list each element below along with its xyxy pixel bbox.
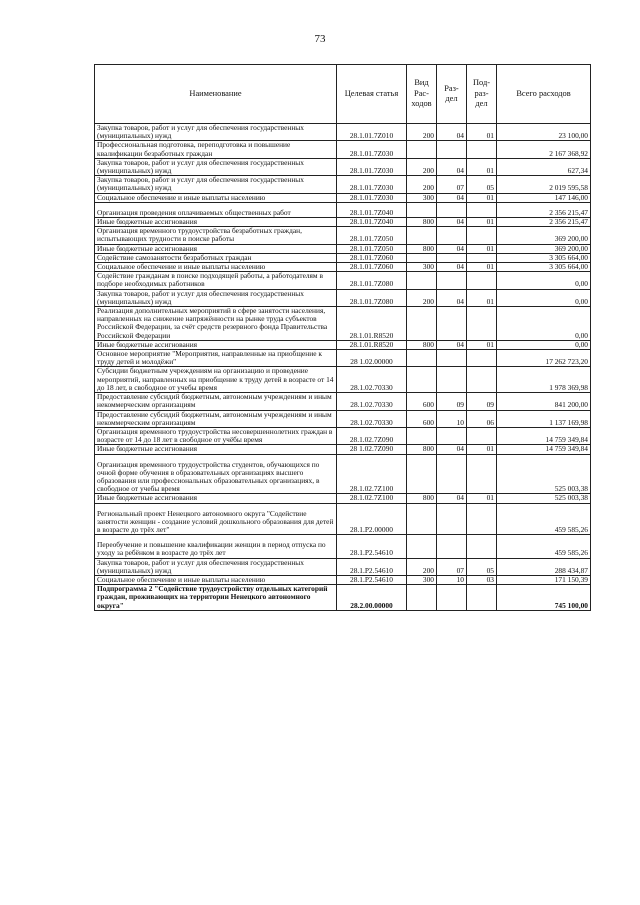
row-expense-type: 300 — [407, 193, 437, 202]
row-subsection: 05 — [467, 558, 497, 575]
row-section — [437, 503, 467, 535]
row-expense-type — [407, 307, 437, 341]
row-total-expenses: 288 434,87 — [497, 558, 591, 575]
table-row — [95, 141, 591, 158]
row-subsection: 01 — [467, 263, 497, 272]
table-row — [95, 494, 591, 503]
row-section — [437, 350, 467, 367]
row-name: Социальное обеспечение и иные выплаты населению — [95, 263, 337, 272]
table-row — [95, 454, 591, 494]
row-total-expenses: 14 759 349,84 — [497, 445, 591, 454]
row-target-article: 28.1.01.7Z040 — [337, 218, 407, 227]
header-total-expenses: Всего расходов — [497, 65, 591, 124]
row-subsection: 01 — [467, 494, 497, 503]
row-section: 04 — [437, 158, 467, 175]
row-subsection — [467, 535, 497, 558]
row-name: Предоставление субсидий бюджетным, автономным учреждениям и иным некоммерческим организациям — [95, 393, 337, 410]
table-row — [95, 244, 591, 253]
table-row — [95, 350, 591, 367]
row-section: 07 — [437, 176, 467, 193]
row-expense-type — [407, 350, 437, 367]
table-row — [95, 575, 591, 584]
row-total-expenses: 2 167 368,92 — [497, 141, 591, 158]
table-row — [95, 393, 591, 410]
table-row — [95, 218, 591, 227]
row-expense-type — [407, 141, 437, 158]
table-row — [95, 585, 591, 611]
row-name: Организация временного трудоустройства несовершеннолетних граждан в возрасте от 14 до 18 лет в свободное от учёбы время — [95, 427, 337, 444]
header-name: Наименование — [95, 65, 337, 124]
row-name: Социальное обеспечение и иные выплаты населению — [95, 575, 337, 584]
row-subsection — [467, 454, 497, 494]
row-target-article: 28.1.01.7Z030 — [337, 176, 407, 193]
row-expense-type: 800 — [407, 340, 437, 349]
row-section — [437, 585, 467, 611]
row-subsection — [467, 503, 497, 535]
row-total-expenses: 459 585,26 — [497, 503, 591, 535]
table-row — [95, 558, 591, 575]
row-name: Реализация дополнительных мероприятий в сфере занятости населения, направленных на снижение напряжённости на рынке труда субъектов Российской Федерации, за счёт средств резервного фонда Правительства Российской Федерации — [95, 307, 337, 341]
row-name: Организация проведения оплачиваемых общественных работ — [95, 202, 337, 217]
table-row — [95, 193, 591, 202]
row-expense-type — [407, 227, 437, 244]
row-subsection — [467, 253, 497, 262]
row-subsection: 03 — [467, 575, 497, 584]
row-target-article: 28.1.P2.00000 — [337, 503, 407, 535]
row-target-article: 28.1.02.70330 — [337, 367, 407, 393]
table-row — [95, 307, 591, 341]
row-expense-type: 300 — [407, 263, 437, 272]
page-number: 73 — [314, 33, 326, 45]
table-row — [95, 445, 591, 454]
row-name: Субсидии бюджетным учреждениям на организацию и проведение мероприятий, направленных на приобщение к труду детей в возрасте от 14 до 18 лет, в свободное от учебы время — [95, 367, 337, 393]
row-expense-type — [407, 202, 437, 217]
row-section — [437, 307, 467, 341]
row-section: 04 — [437, 218, 467, 227]
table-row — [95, 253, 591, 262]
row-subsection: 01 — [467, 124, 497, 141]
row-total-expenses: 0,00 — [497, 272, 591, 289]
row-section: 04 — [437, 193, 467, 202]
row-total-expenses: 841 200,00 — [497, 393, 591, 410]
row-target-article: 28.1.01.7Z030 — [337, 141, 407, 158]
row-section — [437, 227, 467, 244]
row-section — [437, 535, 467, 558]
row-section: 09 — [437, 393, 467, 410]
row-target-article: 28.1.01.7Z050 — [337, 227, 407, 244]
row-target-article: 28.1.01.7Z030 — [337, 158, 407, 175]
row-target-article: 28.1.02.7Z100 — [337, 454, 407, 494]
row-name: Иные бюджетные ассигнования — [95, 218, 337, 227]
row-section: 07 — [437, 558, 467, 575]
row-total-expenses: 3 305 664,00 — [497, 253, 591, 262]
header-subsection: Под- раз- дел — [467, 65, 497, 124]
row-expense-type — [407, 454, 437, 494]
row-total-expenses: 2 019 595,58 — [497, 176, 591, 193]
table-body — [95, 124, 591, 611]
row-total-expenses: 147 146,00 — [497, 193, 591, 202]
row-total-expenses: 525 003,38 — [497, 494, 591, 503]
row-section: 10 — [437, 410, 467, 427]
row-total-expenses: 1 137 169,98 — [497, 410, 591, 427]
table-row — [95, 535, 591, 558]
row-total-expenses: 0,00 — [497, 307, 591, 341]
row-expense-type: 200 — [407, 176, 437, 193]
row-section: 10 — [437, 575, 467, 584]
row-expense-type: 600 — [407, 410, 437, 427]
row-section: 04 — [437, 445, 467, 454]
row-name: Закупка товаров, работ и услуг для обеспечения государственных (муниципальных) нужд — [95, 176, 337, 193]
table-row — [95, 202, 591, 217]
row-target-article: 28.1.01.7Z010 — [337, 124, 407, 141]
row-expense-type — [407, 585, 437, 611]
row-target-article: 28.1.01.7Z040 — [337, 202, 407, 217]
table-row — [95, 340, 591, 349]
row-section: 04 — [437, 494, 467, 503]
row-subsection: 01 — [467, 218, 497, 227]
row-target-article: 28.1.01.7Z080 — [337, 272, 407, 289]
row-target-article: 28.1.01.R8520 — [337, 307, 407, 341]
row-target-article: 28.1.P2.54610 — [337, 558, 407, 575]
row-target-article: 28.1.02.7Z090 — [337, 427, 407, 444]
table-row — [95, 503, 591, 535]
row-name: Региональный проект Ненецкого автономного округа "Содействие занятости женщин - создание условий дошкольного образования для детей в возрасте до трёх лет" — [95, 503, 337, 535]
row-target-article: 28.1.01.7Z080 — [337, 289, 407, 306]
row-name: Иные бюджетные ассигнования — [95, 244, 337, 253]
budget-table — [94, 64, 591, 611]
row-name: Содействие самозанятости безработных граждан — [95, 253, 337, 262]
row-expense-type — [407, 427, 437, 444]
row-total-expenses: 2 356 215,47 — [497, 202, 591, 217]
row-expense-type: 800 — [407, 494, 437, 503]
row-subsection — [467, 141, 497, 158]
row-expense-type: 800 — [407, 244, 437, 253]
row-subsection: 01 — [467, 158, 497, 175]
row-target-article: 28.1.01.7Z030 — [337, 193, 407, 202]
row-subsection — [467, 350, 497, 367]
row-total-expenses: 17 262 723,20 — [497, 350, 591, 367]
header-expense-type: Вид Рас- ходов — [407, 65, 437, 124]
row-subsection: 01 — [467, 340, 497, 349]
row-subsection: 01 — [467, 244, 497, 253]
row-name: Основное мероприятие "Мероприятия, направленные на приобщение к труду детей и молодёжи" — [95, 350, 337, 367]
row-subsection: 01 — [467, 289, 497, 306]
table-row — [95, 227, 591, 244]
row-subsection: 05 — [467, 176, 497, 193]
row-section: 04 — [437, 340, 467, 349]
row-section: 04 — [437, 244, 467, 253]
row-target-article: 28.1.P2.54610 — [337, 535, 407, 558]
row-subsection: 09 — [467, 393, 497, 410]
row-subsection: 06 — [467, 410, 497, 427]
row-expense-type: 200 — [407, 289, 437, 306]
row-expense-type: 800 — [407, 445, 437, 454]
row-total-expenses: 3 305 664,00 — [497, 263, 591, 272]
row-expense-type — [407, 367, 437, 393]
row-expense-type — [407, 535, 437, 558]
table-row — [95, 158, 591, 175]
row-target-article: 28.1.01.R8520 — [337, 340, 407, 349]
row-total-expenses: 1 978 369,98 — [497, 367, 591, 393]
row-section — [437, 253, 467, 262]
row-subsection — [467, 427, 497, 444]
table-header-row — [95, 65, 591, 124]
row-expense-type — [407, 503, 437, 535]
row-subsection — [467, 272, 497, 289]
row-name: Иные бюджетные ассигнования — [95, 445, 337, 454]
row-name: Подпрограмма 2 "Содействие трудоустройству отдельных категорий граждан, проживающих на территории Ненецкого автономного округа" — [95, 585, 337, 611]
row-target-article: 28.1.02.70330 — [337, 410, 407, 427]
row-section — [437, 202, 467, 217]
row-expense-type: 200 — [407, 124, 437, 141]
row-total-expenses: 627,34 — [497, 158, 591, 175]
row-total-expenses: 0,00 — [497, 340, 591, 349]
row-section: 04 — [437, 263, 467, 272]
row-expense-type: 200 — [407, 558, 437, 575]
row-subsection: 01 — [467, 445, 497, 454]
table-row — [95, 176, 591, 193]
row-name: Профессиональная подготовка, переподготовка и повышение квалификации безработных граждан — [95, 141, 337, 158]
row-name: Закупка товаров, работ и услуг для обеспечения государственных (муниципальных) нужд — [95, 124, 337, 141]
table-row — [95, 289, 591, 306]
row-name: Закупка товаров, работ и услуг для обеспечения государственных (муниципальных) нужд — [95, 158, 337, 175]
row-total-expenses: 745 100,00 — [497, 585, 591, 611]
row-expense-type: 600 — [407, 393, 437, 410]
row-subsection — [467, 585, 497, 611]
row-expense-type — [407, 272, 437, 289]
row-total-expenses: 14 759 349,84 — [497, 427, 591, 444]
row-name: Организация временного трудоустройства безработных граждан, испытывающих трудности в поиске работы — [95, 227, 337, 244]
row-target-article: 28.1.P2.54610 — [337, 575, 407, 584]
row-section — [437, 367, 467, 393]
row-name: Организация временного трудоустройства студентов, обучающихся по очной форме обучения в образовательных организациях высшего образования или профессиональных образовательных организациях, в свободное от учебы время — [95, 454, 337, 494]
row-total-expenses: 2 356 215,47 — [497, 218, 591, 227]
row-subsection — [467, 307, 497, 341]
row-section — [437, 427, 467, 444]
table-row — [95, 124, 591, 141]
row-target-article: 28.1.02.7Z100 — [337, 494, 407, 503]
header-section: Раз- дел — [437, 65, 467, 124]
row-name: Переобучение и повышение квалификации женщин в период отпуска по уходу за ребёнком в возрасте до трёх лет — [95, 535, 337, 558]
row-section: 04 — [437, 124, 467, 141]
row-total-expenses: 369 200,00 — [497, 244, 591, 253]
row-expense-type: 200 — [407, 158, 437, 175]
row-name: Закупка товаров, работ и услуг для обеспечения государственных (муниципальных) нужд — [95, 289, 337, 306]
table-row — [95, 263, 591, 272]
row-target-article: 28 1.02.7Z090 — [337, 445, 407, 454]
row-name: Содействие гражданам в поиске подходящей работы, а работодателям в подборе необходимых работников — [95, 272, 337, 289]
row-expense-type: 800 — [407, 218, 437, 227]
row-subsection — [467, 227, 497, 244]
row-total-expenses: 171 150,39 — [497, 575, 591, 584]
row-subsection — [467, 202, 497, 217]
row-total-expenses: 369 200,00 — [497, 227, 591, 244]
row-target-article: 28 1.02.00000 — [337, 350, 407, 367]
row-expense-type: 300 — [407, 575, 437, 584]
row-section — [437, 272, 467, 289]
row-target-article: 28.1.01.7Z050 — [337, 244, 407, 253]
table-row — [95, 427, 591, 444]
row-section: 04 — [437, 289, 467, 306]
row-target-article: 28.1.02.70330 — [337, 393, 407, 410]
row-name: Иные бюджетные ассигнования — [95, 494, 337, 503]
row-total-expenses: 459 585,26 — [497, 535, 591, 558]
row-target-article: 28.1.01.7Z060 — [337, 263, 407, 272]
row-name: Предоставление субсидий бюджетным, автономным учреждениям и иным некоммерческим организациям — [95, 410, 337, 427]
row-section — [437, 454, 467, 494]
table-row — [95, 410, 591, 427]
row-subsection: 01 — [467, 193, 497, 202]
row-subsection — [467, 367, 497, 393]
row-section — [437, 141, 467, 158]
row-name: Социальное обеспечение и иные выплаты населению — [95, 193, 337, 202]
row-name: Закупка товаров, работ и услуг для обеспечения государственных (муниципальных) нужд — [95, 558, 337, 575]
row-total-expenses: 525 003,38 — [497, 454, 591, 494]
row-total-expenses: 23 100,00 — [497, 124, 591, 141]
table-row — [95, 272, 591, 289]
row-expense-type — [407, 253, 437, 262]
row-total-expenses: 0,00 — [497, 289, 591, 306]
table-row — [95, 367, 591, 393]
row-target-article: 28.2.00.00000 — [337, 585, 407, 611]
header-target-article: Целевая статья — [337, 65, 407, 124]
row-target-article: 28.1.01.7Z060 — [337, 253, 407, 262]
row-name: Иные бюджетные ассигнования — [95, 340, 337, 349]
